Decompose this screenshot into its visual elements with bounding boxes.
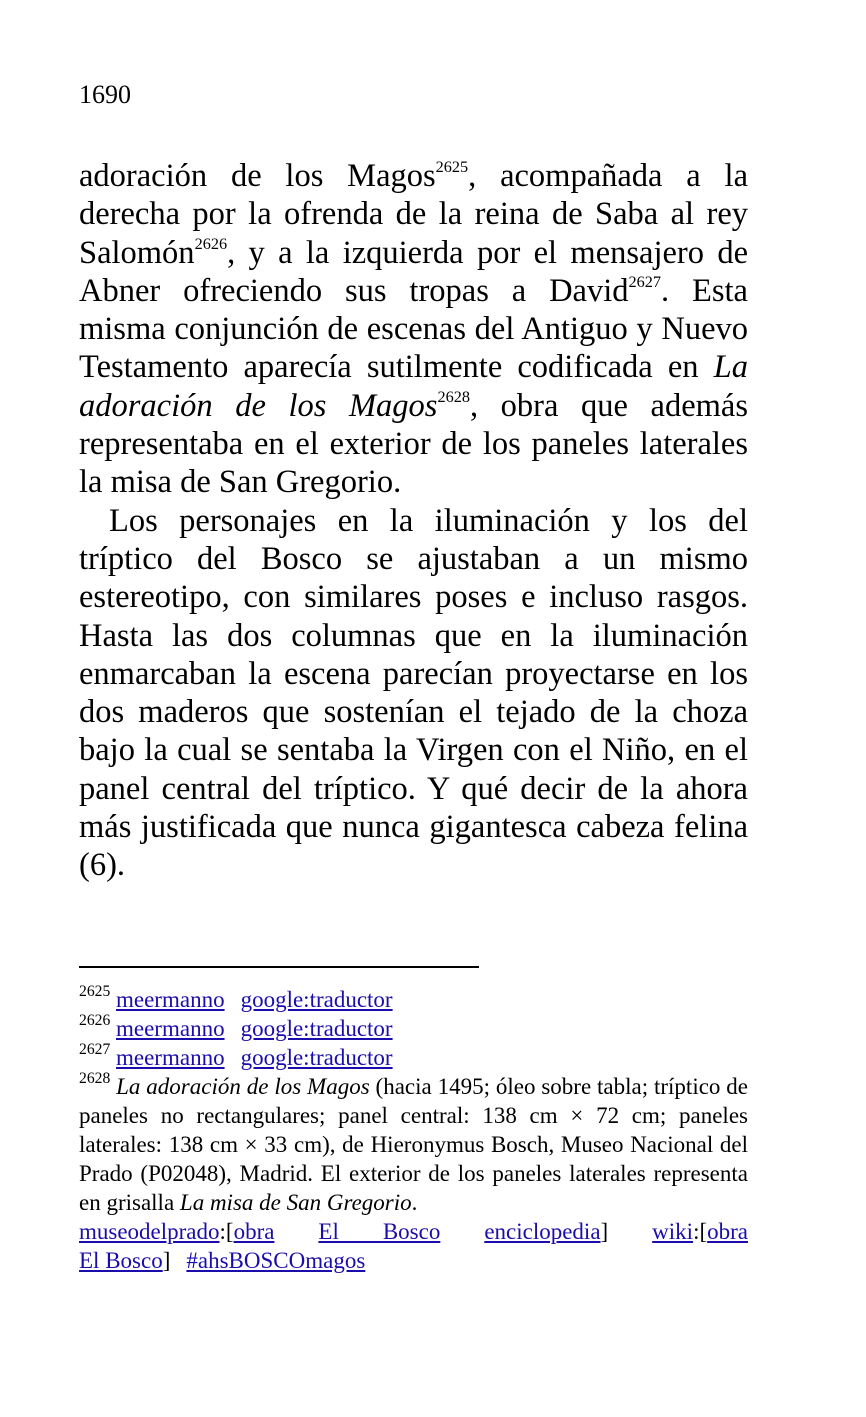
footnote-ref-2625[interactable]: 2625 bbox=[435, 158, 469, 177]
footnote-2627: $^{2627}$ meermanno google:traductor bbox=[79, 1041, 393, 1070]
footnote-2628: $^{2628}$ La adoración de los Magos (hacia 1495; óleo sobre tabla; tríptico de paneles no rectangulares; panel central: 138 cm × 72 cm; paneles laterales: 138 cm × 33 cm), de Hieronymus Bosch, Museo Nacional del Prado (P02048), Madrid. El exterior de los paneles laterales representa en grisalla La misa de San Gregorio. bbox=[79, 1070, 749, 1215]
artwork-title: La adoración de los Magos bbox=[79, 349, 748, 424]
footnote-separator bbox=[79, 966, 479, 968]
footnote-ref-2628[interactable]: 2628 bbox=[437, 387, 470, 406]
footnote-ref-2627[interactable]: 2627 bbox=[628, 273, 661, 292]
link-hashtag[interactable]: #ahsBOSCOmagos bbox=[186, 1248, 366, 1273]
footnotes bbox=[79, 985, 748, 1275]
paragraph-2: Los personajes en la iluminación y los del tríptico del Bosco se ajustaban a un mismo estereotipo, con similares poses e incluso rasgos. Hasta las dos columnas que en la iluminación enmarcaban la escena parecían proyectarse en los dos maderos que sostenían el tejado de la choza bajo la cual se sentaba la Virgen con el Niño, en el panel central del tríptico. Y qué decir de la ahora más justificada que nunca gigantesca cabeza felina (6). bbox=[79, 502, 748, 884]
link-obra-el-bosco[interactable]: obra bbox=[707, 1219, 748, 1244]
link-google-traductor[interactable]: google:traductor bbox=[240, 1016, 393, 1041]
paragraph-1: adoración de los Magos$^{2625}$, acompañada a la derecha por la ofrenda de la reina de Saba al rey Salomón$^{2626}$, y a la izquierda por el mensajero de Abner ofreciendo sus tropas a David$^{2627}$. Esta misma conjunción de escenas del Antiguo y Nuevo Testamento aparecía sutilmente codificada en La adoración de los Magos$^{2628}$, obra que además representaba en el exterior de los paneles laterales la misa de San Gregorio. bbox=[79, 158, 748, 501]
footnote-ref-2626[interactable]: 2626 bbox=[194, 234, 228, 253]
body-text bbox=[79, 157, 748, 885]
link-el-bosco[interactable]: El Bosco bbox=[318, 1219, 441, 1244]
link-meermanno[interactable]: meermanno bbox=[116, 1045, 225, 1070]
footnote-2626: $^{2626}$ meermanno google:traductor bbox=[79, 1012, 393, 1041]
footnote-2628-links-2: El Bosco] #ahsBOSCOmagos bbox=[79, 1248, 366, 1273]
link-museodelprado[interactable]: museodelprado bbox=[79, 1219, 220, 1244]
link-obra[interactable]: obra bbox=[233, 1219, 275, 1244]
link-meermanno[interactable]: meermanno bbox=[116, 987, 225, 1012]
link-google-traductor[interactable]: google:traductor bbox=[240, 1045, 393, 1070]
link-google-traductor[interactable]: google:traductor bbox=[240, 987, 393, 1012]
page-number: 1690 bbox=[79, 80, 131, 109]
link-obra-el-bosco-2[interactable]: El Bosco bbox=[79, 1248, 163, 1273]
link-enciclopedia[interactable]: enciclopedia bbox=[484, 1219, 601, 1244]
footnote-2628-links: museodelprado:[obra El Bosco enciclopedia] wiki:[obra bbox=[79, 1219, 748, 1244]
link-meermanno[interactable]: meermanno bbox=[116, 1016, 225, 1041]
footnote-2625: $^{2625}$ meermanno google:traductor bbox=[79, 983, 393, 1012]
link-wiki[interactable]: wiki bbox=[652, 1219, 694, 1244]
